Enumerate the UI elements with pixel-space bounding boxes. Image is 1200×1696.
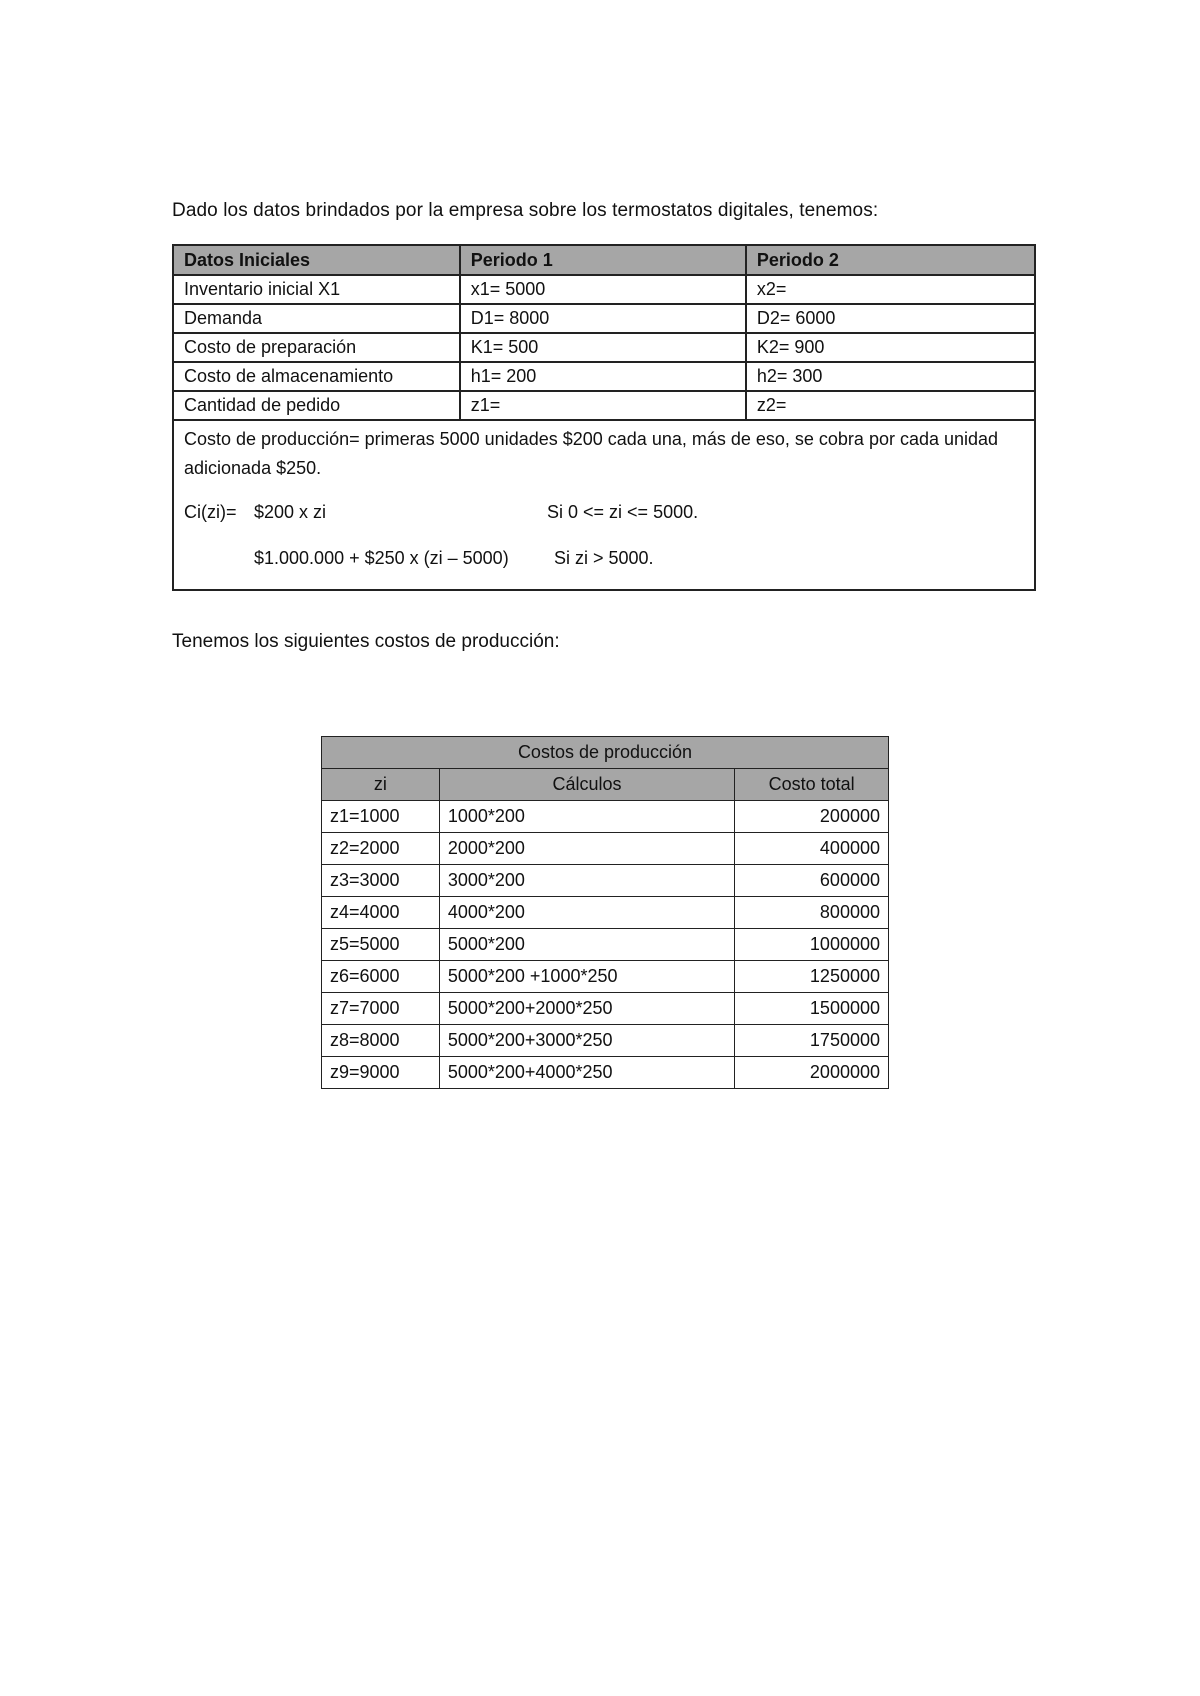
period-2-value: D2= 6000 xyxy=(746,304,1035,333)
header-periodo-2: Periodo 2 xyxy=(746,245,1035,275)
formula-lhs: Ci(zi)= xyxy=(184,502,237,522)
period-1-value: D1= 8000 xyxy=(460,304,746,333)
calculo-cell: 2000*200 xyxy=(439,833,734,865)
formula-case1-expr: $200 x zi xyxy=(254,502,327,522)
costo-total-cell: 1250000 xyxy=(735,961,889,993)
costo-total-cell: 400000 xyxy=(735,833,889,865)
costo-total-cell: 1500000 xyxy=(735,993,889,1025)
row-label: Demanda xyxy=(173,304,460,333)
table-row xyxy=(173,275,1035,304)
zi-cell: z8=8000 xyxy=(322,1025,440,1057)
table-header-row xyxy=(173,245,1035,275)
initial-data-table xyxy=(172,244,1036,591)
calculo-cell: 1000*200 xyxy=(439,801,734,833)
table-row xyxy=(322,993,889,1025)
table-row xyxy=(322,833,889,865)
table-row xyxy=(173,333,1035,362)
header-periodo-1: Periodo 1 xyxy=(460,245,746,275)
costo-total-cell: 2000000 xyxy=(735,1057,889,1089)
period-1-value: K1= 500 xyxy=(460,333,746,362)
calculo-cell: 3000*200 xyxy=(439,865,734,897)
costo-total-cell: 1000000 xyxy=(735,929,889,961)
production-cost-row xyxy=(173,420,1035,590)
costo-total-cell: 200000 xyxy=(735,801,889,833)
zi-cell: z9=9000 xyxy=(322,1057,440,1089)
formula-case2-expr: $1.000.000 + $250 x (zi – 5000) xyxy=(254,548,509,568)
calculo-cell: 5000*200 xyxy=(439,929,734,961)
table-row xyxy=(322,1025,889,1057)
costo-total-cell: 1750000 xyxy=(735,1025,889,1057)
period-2-value: x2= xyxy=(746,275,1035,304)
period-2-value: z2= xyxy=(746,391,1035,420)
header-zi: zi xyxy=(322,769,440,801)
period-1-value: z1= xyxy=(460,391,746,420)
cost-formula xyxy=(184,483,1024,583)
zi-cell: z3=3000 xyxy=(322,865,440,897)
calculo-cell: 5000*200 +1000*250 xyxy=(439,961,734,993)
table-row xyxy=(173,304,1035,333)
formula-case2-condition: Si zi > 5000. xyxy=(554,548,654,568)
table-row xyxy=(322,1057,889,1089)
row-label: Inventario inicial X1 xyxy=(173,275,460,304)
header-costo-total: Costo total xyxy=(735,769,889,801)
row-label: Cantidad de pedido xyxy=(173,391,460,420)
production-cost-cell xyxy=(173,420,1035,590)
period-2-value: K2= 900 xyxy=(746,333,1035,362)
costo-total-cell: 800000 xyxy=(735,897,889,929)
table-row xyxy=(173,391,1035,420)
table-row xyxy=(322,897,889,929)
formula-case1-condition: Si 0 <= zi <= 5000. xyxy=(547,502,699,522)
zi-cell: z5=5000 xyxy=(322,929,440,961)
zi-cell: z6=6000 xyxy=(322,961,440,993)
table-row xyxy=(322,961,889,993)
row-label: Costo de preparación xyxy=(173,333,460,362)
calculo-cell: 4000*200 xyxy=(439,897,734,929)
table-caption: Costos de producción xyxy=(322,737,889,769)
row-label: Costo de almacenamiento xyxy=(173,362,460,391)
production-note: Costo de producción= primeras 5000 unidades $200 cada una, más de eso, se cobra por cada unidad adicionada $250. xyxy=(184,429,999,478)
period-1-value: h1= 200 xyxy=(460,362,746,391)
header-datos-iniciales: Datos Iniciales xyxy=(173,245,460,275)
table-row xyxy=(322,801,889,833)
period-2-value: h2= 300 xyxy=(746,362,1035,391)
header-calculos: Cálculos xyxy=(439,769,734,801)
production-costs-table xyxy=(321,736,889,1089)
zi-cell: z7=7000 xyxy=(322,993,440,1025)
table-row xyxy=(322,865,889,897)
zi-cell: z1=1000 xyxy=(322,801,440,833)
calculo-cell: 5000*200+2000*250 xyxy=(439,993,734,1025)
period-1-value: x1= 5000 xyxy=(460,275,746,304)
intro-text-2: Tenemos los siguientes costos de producción: xyxy=(172,631,560,652)
calculo-cell: 5000*200+3000*250 xyxy=(439,1025,734,1057)
costo-total-cell: 600000 xyxy=(735,865,889,897)
zi-cell: z2=2000 xyxy=(322,833,440,865)
calculo-cell: 5000*200+4000*250 xyxy=(439,1057,734,1089)
table-row xyxy=(322,929,889,961)
intro-text: Dado los datos brindados por la empresa sobre los termostatos digitales, tenemos: xyxy=(172,200,879,221)
table-header-row xyxy=(322,769,889,801)
table-row xyxy=(173,362,1035,391)
zi-cell: z4=4000 xyxy=(322,897,440,929)
